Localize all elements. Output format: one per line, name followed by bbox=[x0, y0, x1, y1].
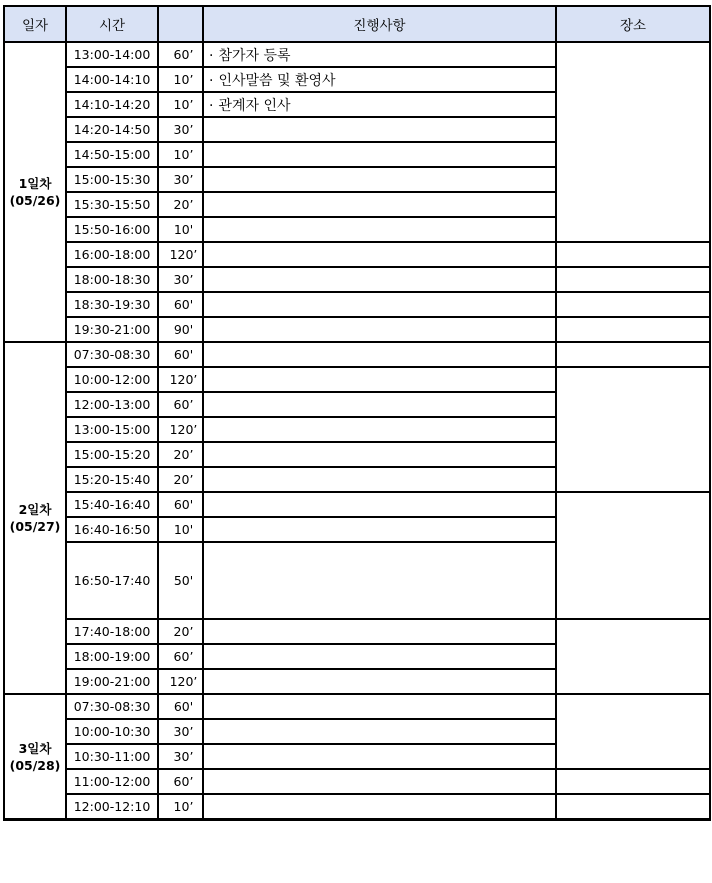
table-row bbox=[4, 292, 710, 317]
duration-cell: 30’ bbox=[158, 167, 203, 192]
program-cell bbox=[203, 117, 556, 142]
duration-cell: 10’ bbox=[158, 92, 203, 117]
time-cell: 13:00-15:00 bbox=[66, 417, 158, 442]
time-cell: 14:10-14:20 bbox=[66, 92, 158, 117]
duration-cell: 60’ bbox=[158, 392, 203, 417]
table-row bbox=[4, 794, 710, 820]
program-cell bbox=[203, 192, 556, 217]
time-cell: 11:00-12:00 bbox=[66, 769, 158, 794]
program-text: 관계자 인사 bbox=[218, 97, 291, 114]
program-cell bbox=[203, 67, 556, 92]
duration-cell: 20’ bbox=[158, 619, 203, 644]
header-row bbox=[4, 6, 710, 42]
place-cell bbox=[556, 342, 710, 367]
time-cell: 15:00-15:30 bbox=[66, 167, 158, 192]
table-row bbox=[4, 769, 710, 794]
place-cell bbox=[556, 292, 710, 317]
program-cell bbox=[203, 794, 556, 820]
time-cell: 07:30-08:30 bbox=[66, 694, 158, 719]
time-cell: 19:00-21:00 bbox=[66, 669, 158, 694]
table-row bbox=[4, 317, 710, 342]
time-cell: 14:20-14:50 bbox=[66, 117, 158, 142]
day-cell bbox=[4, 342, 66, 694]
header-duration bbox=[158, 6, 203, 42]
duration-cell: 30’ bbox=[158, 719, 203, 744]
duration-cell: 120’ bbox=[158, 669, 203, 694]
time-cell: 18:00-18:30 bbox=[66, 267, 158, 292]
program-cell bbox=[203, 92, 556, 117]
day-date: (05/26) bbox=[9, 193, 61, 208]
program-cell bbox=[203, 167, 556, 192]
program-cell bbox=[203, 217, 556, 242]
schedule-table bbox=[3, 5, 711, 821]
day-label: 3일차 bbox=[18, 740, 52, 756]
program-cell bbox=[203, 342, 556, 367]
duration-cell: 10' bbox=[158, 217, 203, 242]
time-cell: 10:30-11:00 bbox=[66, 744, 158, 769]
time-cell: 18:00-19:00 bbox=[66, 644, 158, 669]
program-cell bbox=[203, 392, 556, 417]
time-cell: 07:30-08:30 bbox=[66, 342, 158, 367]
place-cell bbox=[556, 42, 710, 242]
program-cell bbox=[203, 42, 556, 67]
duration-cell: 60' bbox=[158, 342, 203, 367]
program-cell bbox=[203, 292, 556, 317]
table-row bbox=[4, 242, 710, 267]
program-cell bbox=[203, 267, 556, 292]
day-cell bbox=[4, 42, 66, 342]
day-date: (05/28) bbox=[9, 757, 61, 773]
time-cell: 10:00-12:00 bbox=[66, 367, 158, 392]
time-cell: 12:00-13:00 bbox=[66, 392, 158, 417]
place-cell bbox=[556, 769, 710, 794]
duration-cell: 10' bbox=[158, 517, 203, 542]
duration-cell: 50' bbox=[158, 542, 203, 619]
place-cell bbox=[556, 694, 710, 769]
duration-cell: 10’ bbox=[158, 142, 203, 167]
time-cell: 15:20-15:40 bbox=[66, 467, 158, 492]
table-row bbox=[4, 694, 710, 719]
day-date: (05/27) bbox=[9, 519, 61, 534]
time-cell: 16:40-16:50 bbox=[66, 517, 158, 542]
program-text: 인사말씀 및 환영사 bbox=[218, 72, 336, 89]
program-cell bbox=[203, 744, 556, 769]
time-cell: 14:00-14:10 bbox=[66, 67, 158, 92]
table-row bbox=[4, 342, 710, 367]
place-cell bbox=[556, 367, 710, 492]
bullet-mark: · bbox=[209, 72, 214, 89]
place-cell bbox=[556, 267, 710, 292]
time-cell: 16:00-18:00 bbox=[66, 242, 158, 267]
header-day: 일자 bbox=[4, 6, 66, 42]
bullet-mark: · bbox=[209, 47, 214, 64]
duration-cell: 20’ bbox=[158, 192, 203, 217]
table-row bbox=[4, 267, 710, 292]
duration-cell: 120’ bbox=[158, 417, 203, 442]
time-cell: 15:00-15:20 bbox=[66, 442, 158, 467]
duration-cell: 60’ bbox=[158, 769, 203, 794]
program-text: 참가자 등록 bbox=[218, 47, 291, 64]
program-cell bbox=[203, 769, 556, 794]
duration-cell: 60’ bbox=[158, 42, 203, 67]
bullet-mark: · bbox=[209, 97, 214, 114]
program-cell bbox=[203, 417, 556, 442]
duration-cell: 30’ bbox=[158, 267, 203, 292]
time-cell: 14:50-15:00 bbox=[66, 142, 158, 167]
program-cell bbox=[203, 669, 556, 694]
program-cell bbox=[203, 492, 556, 517]
time-cell: 15:50-16:00 bbox=[66, 217, 158, 242]
duration-cell: 60' bbox=[158, 292, 203, 317]
time-cell: 15:30-15:50 bbox=[66, 192, 158, 217]
program-cell bbox=[203, 367, 556, 392]
duration-cell: 30’ bbox=[158, 744, 203, 769]
time-cell: 17:40-18:00 bbox=[66, 619, 158, 644]
program-cell bbox=[203, 142, 556, 167]
time-cell: 18:30-19:30 bbox=[66, 292, 158, 317]
duration-cell: 60' bbox=[158, 694, 203, 719]
program-cell bbox=[203, 467, 556, 492]
place-cell bbox=[556, 619, 710, 694]
time-cell: 15:40-16:40 bbox=[66, 492, 158, 517]
duration-cell: 90' bbox=[158, 317, 203, 342]
duration-cell: 120’ bbox=[158, 242, 203, 267]
duration-cell: 30’ bbox=[158, 117, 203, 142]
place-cell bbox=[556, 317, 710, 342]
day-label: 2일차 bbox=[18, 502, 52, 517]
program-cell bbox=[203, 442, 556, 467]
duration-cell: 20’ bbox=[158, 442, 203, 467]
program-cell bbox=[203, 242, 556, 267]
time-cell: 12:00-12:10 bbox=[66, 794, 158, 820]
time-cell: 16:50-17:40 bbox=[66, 542, 158, 619]
time-cell: 19:30-21:00 bbox=[66, 317, 158, 342]
duration-cell: 20’ bbox=[158, 467, 203, 492]
table-row bbox=[4, 42, 710, 67]
header-time: 시간 bbox=[66, 6, 158, 42]
header-place: 장소 bbox=[556, 6, 710, 42]
program-cell bbox=[203, 694, 556, 719]
table-row bbox=[4, 367, 710, 392]
place-cell bbox=[556, 492, 710, 619]
table-row bbox=[4, 492, 710, 517]
table-row bbox=[4, 619, 710, 644]
duration-cell: 10’ bbox=[158, 794, 203, 820]
day-cell bbox=[4, 694, 66, 820]
place-cell bbox=[556, 242, 710, 267]
time-cell: 13:00-14:00 bbox=[66, 42, 158, 67]
duration-cell: 60’ bbox=[158, 644, 203, 669]
duration-cell: 10’ bbox=[158, 67, 203, 92]
program-cell bbox=[203, 719, 556, 744]
program-cell bbox=[203, 317, 556, 342]
program-cell bbox=[203, 644, 556, 669]
time-cell: 10:00-10:30 bbox=[66, 719, 158, 744]
duration-cell: 60' bbox=[158, 492, 203, 517]
program-cell bbox=[203, 517, 556, 542]
program-cell bbox=[203, 542, 556, 619]
place-cell bbox=[556, 794, 710, 820]
day-label: 1일차 bbox=[18, 176, 52, 191]
header-program: 진행사항 bbox=[203, 6, 556, 42]
duration-cell: 120’ bbox=[158, 367, 203, 392]
program-cell bbox=[203, 619, 556, 644]
